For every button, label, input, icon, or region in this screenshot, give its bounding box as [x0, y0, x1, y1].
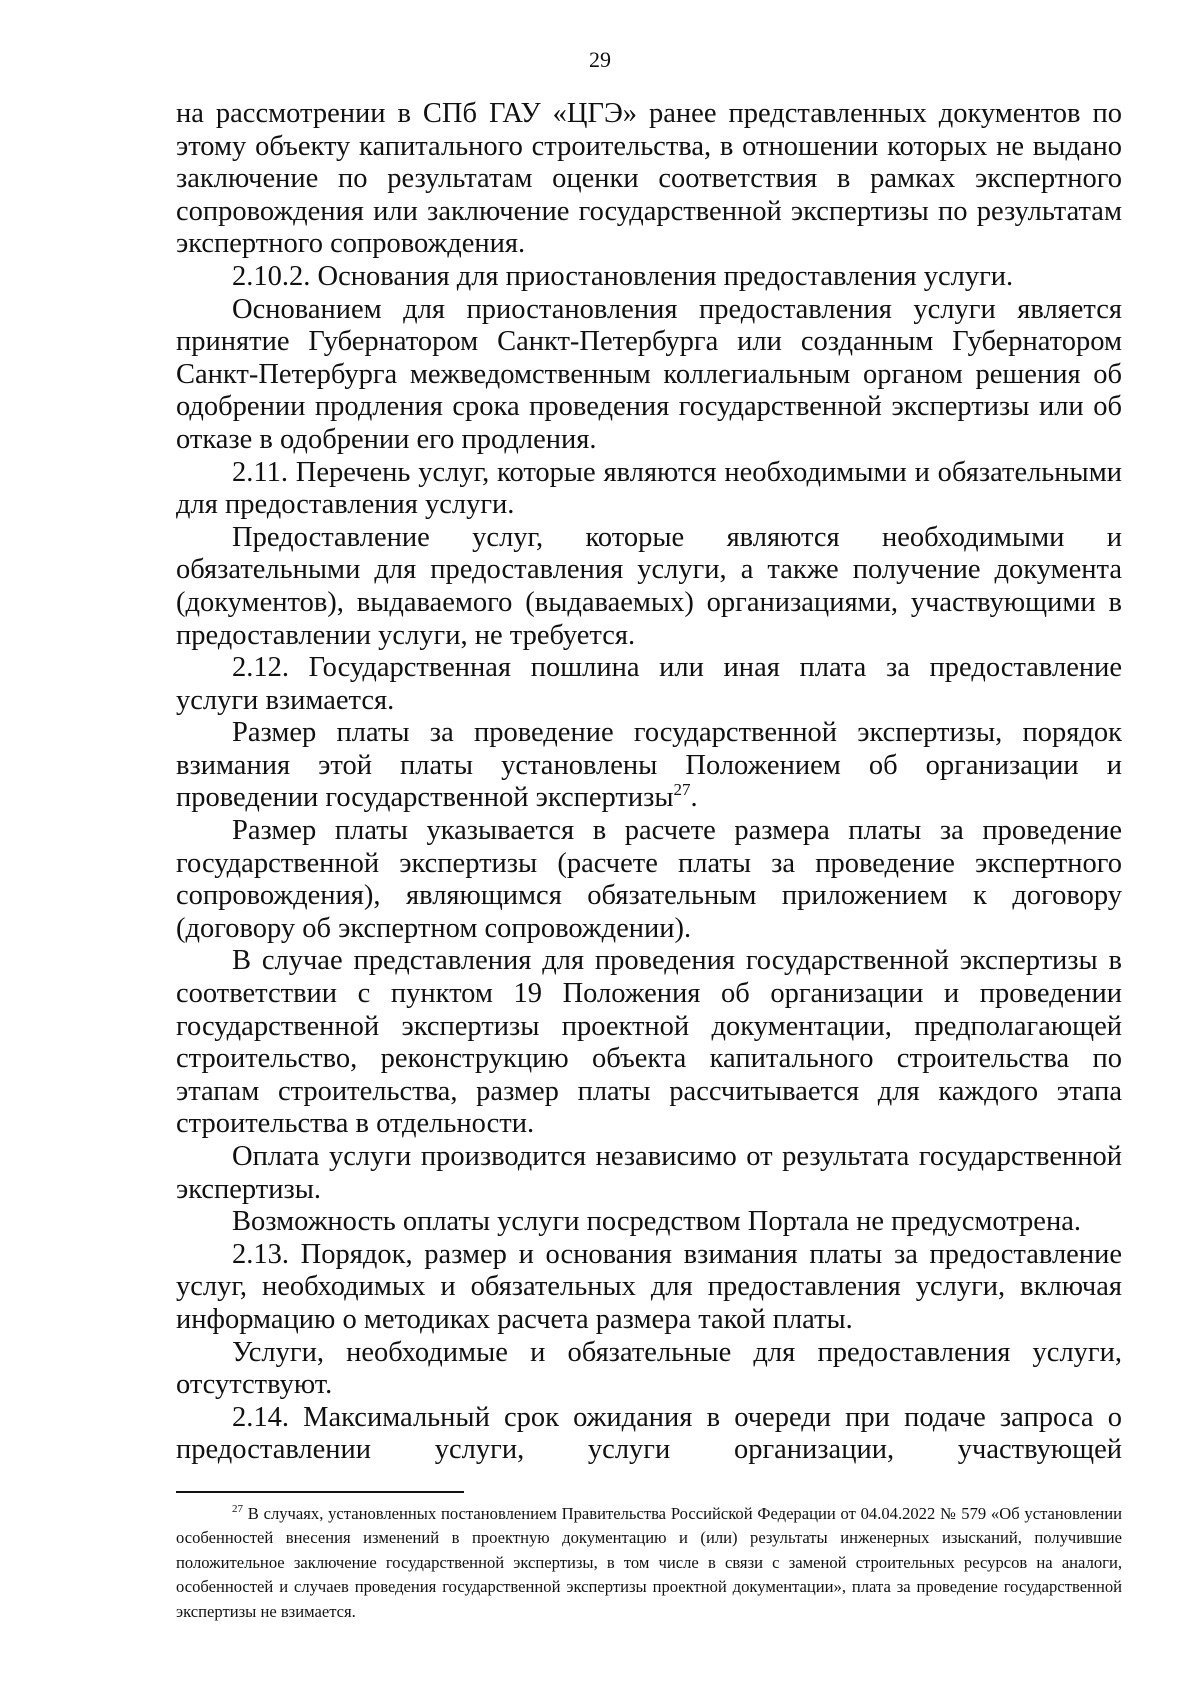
- section-heading: 2.11. Перечень услуг, которые являются необходимыми и обязательными для предоставления услуги.: [176, 456, 1122, 521]
- paragraph: Основанием для приостановления предоставления услуги является принятие Губернатором Санкт-Петербурга или созданным Губернатором Санкт-Петербурга межведомственным коллегиальным органом решения об одобрении продления срока проведения государственной экспертизы или об отказе в одобрении его продления.: [176, 293, 1122, 455]
- paragraph: Размер платы указывается в расчете размера платы за проведение государственной экспертизы (расчете платы за проведение экспертного сопровождения), являющимся обязательным приложением к договору (договору об экспертном сопровождении).: [176, 815, 1122, 944]
- body-text: [176, 98, 1122, 1467]
- footnote-reference[interactable]: 27: [673, 780, 691, 800]
- page-number: 29: [589, 47, 611, 72]
- paragraph: В случае представления для проведения государственной экспертизы в соответствии с пунктом 19 Положения об организации и проведении государственной экспертизы проектной документации, предполагающей строительство, реконструкцию объекта капитального строительства по этапам строительства, размер платы рассчитывается для каждого этапа строительства в отдельности.: [176, 945, 1122, 1140]
- footnote-separator: [176, 1491, 464, 1493]
- paragraph-with-footnote: [176, 717, 1122, 815]
- paragraph: Услуги, необходимые и обязательные для предоставления услуги, отсутствуют.: [176, 1336, 1122, 1401]
- section-heading: 2.12. Государственная пошлина или иная плата за предоставление услуги взимается.: [176, 652, 1122, 716]
- section-heading: 2.14. Максимальный срок ожидания в очереди при подаче запроса о предоставлении услуги, услуги организации, участвующей: [176, 1401, 1122, 1466]
- paragraph-suffix: .: [690, 782, 698, 814]
- footnote: [176, 1502, 1122, 1624]
- section-heading: 2.10.2. Основания для приостановления предоставления услуги.: [232, 260, 1014, 292]
- paragraph: Возможность оплаты услуги посредством Портала не предусмотрена.: [232, 1206, 1081, 1238]
- section-heading: 2.13. Порядок, размер и основания взимания платы за предоставление услуг, необходимых и обязательных для предоставления услуги, включая информацию о методиках расчета размера такой платы.: [176, 1238, 1122, 1335]
- paragraph: на рассмотрении в СПб ГАУ «ЦГЭ» ранее представленных документов по этому объекту капитального строительства, в отношении которых не выдано заключение по результатам оценки соответствия в рамках экспертного сопровождения или заключение государственной экспертизы по результатам экспертного сопровождения.: [176, 98, 1122, 260]
- footnote-paragraph: [176, 1502, 1122, 1624]
- footnote-marker: 27: [232, 1503, 243, 1515]
- paragraph-text: Размер платы за проведение государственной экспертизы, порядок взимания этой платы установлены Положением об организации и проведении государственной экспертизы: [176, 717, 1122, 814]
- paragraph: Оплата услуги производится независимо от результата государственной экспертизы.: [176, 1141, 1122, 1205]
- footnote-text: В случаях, установленных постановлением Правительства Российской Федерации от 04.04.2022 № 579 «Об установлении особенностей внесения изменений в проектную документацию и (или) результаты инженерных изысканий, получившие положительное заключение государственной экспертизы, в том числе в связи с заменой строительных ресурсов на аналоги, особенностей и случаев проведения государственной экспертизы проектной документации», плата за проведение государственной экспертизы не взимается.: [176, 1504, 1122, 1621]
- paragraph: Предоставление услуг, которые являются необходимыми и обязательными для предоставления услуги, а также получение документа (документов), выдаваемого (выдаваемых) организациями, участвующими в предоставлении услуги, не требуется.: [176, 521, 1122, 651]
